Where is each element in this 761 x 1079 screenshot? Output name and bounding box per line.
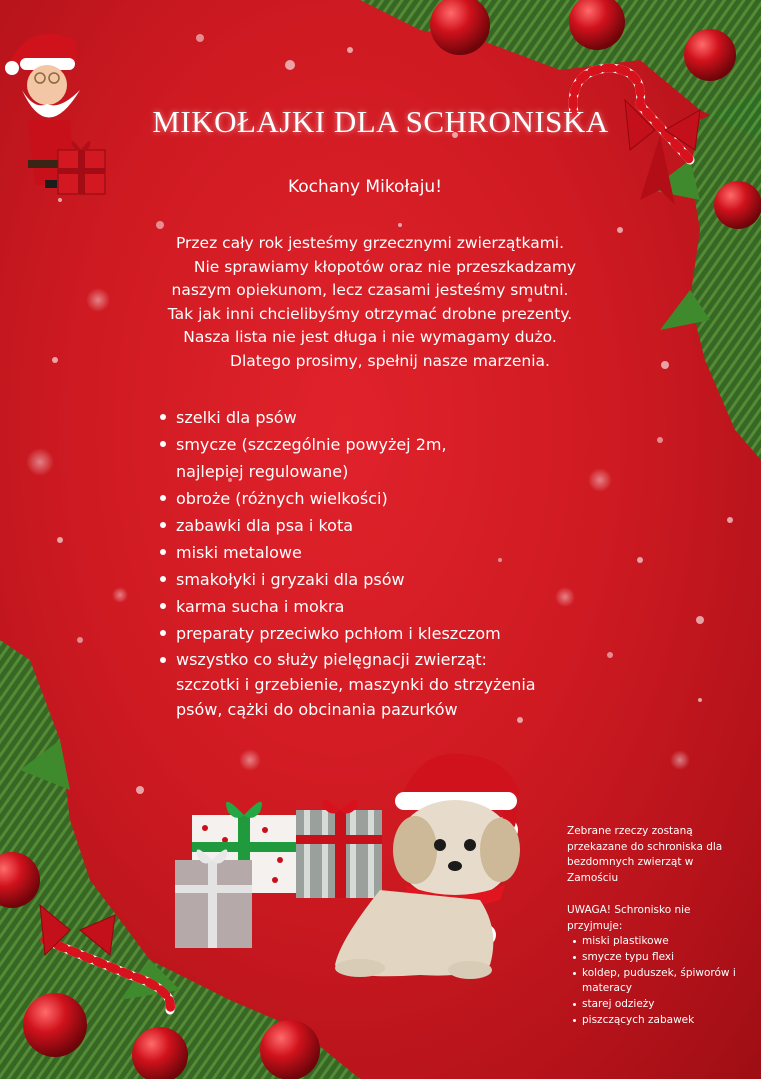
- intro-line: naszym opiekunom, lecz czasami jesteśmy smutni.: [171, 281, 569, 299]
- intro-line: Nie sprawiamy kłopotów oraz nie przeszkadzamy: [193, 257, 577, 276]
- list-item: preparaty przeciwko pchłom i kleszczom: [158, 620, 618, 647]
- list-item: piszczących zabawek: [573, 1013, 747, 1029]
- list-item: wszystko co służy pielęgnacji zwierząt: szczotki i grzebienie, maszynki do strzyżenia psów, cążki do obcinania pazurków: [158, 647, 618, 722]
- list-item: miski metalowe: [158, 539, 618, 566]
- list-item: starej odzieży: [573, 997, 747, 1013]
- warning-text: UWAGA! Schronisko nie przyjmuje:: [567, 903, 691, 932]
- list-item: koldер, puduszek, śpiworów i materacy: [573, 966, 747, 997]
- list-item: szelki dla psów: [158, 404, 618, 431]
- donation-note: [567, 824, 747, 1028]
- list-item: smakołyki i gryzaki dla psów: [158, 566, 618, 593]
- list-item: smycze typu flexi: [573, 950, 747, 966]
- list-item: karma sucha i mokra: [158, 593, 618, 620]
- greeting: Kochany Mikołaju!: [287, 177, 443, 197]
- wishlist: [158, 404, 618, 722]
- poster-title: MIKOŁAJKI DLA SCHRONISKA: [152, 104, 609, 139]
- list-item: zabawki dla psa i kota: [158, 512, 618, 539]
- gift-box-icon: [175, 799, 382, 948]
- list-item: miski plastikowe: [573, 934, 747, 950]
- list-item: obroże (różnych wielkości): [158, 485, 618, 512]
- intro-letter: [100, 232, 640, 373]
- list-item: smycze (szczególnie powyżej 2m, najlepiej regulowane): [158, 431, 618, 485]
- intro-line: Przez cały rok jesteśmy grzecznymi zwierzątkami.: [175, 234, 565, 252]
- not-accepted-list: [567, 934, 747, 1028]
- intro-line: Tak jak inni chcielibyśmy otrzymać drobne prezenty.: [167, 304, 573, 323]
- intro-line: Dlatego prosimy, spełnij nasze marzenia.: [230, 351, 550, 370]
- intro-line: Nasza lista nie jest długa i nie wymagamy dużo.: [183, 328, 557, 346]
- collected-text: Zebrane rzeczy zostaną przekazane do schroniska dla bezdomnych zwierząt w Zamościu: [567, 825, 723, 885]
